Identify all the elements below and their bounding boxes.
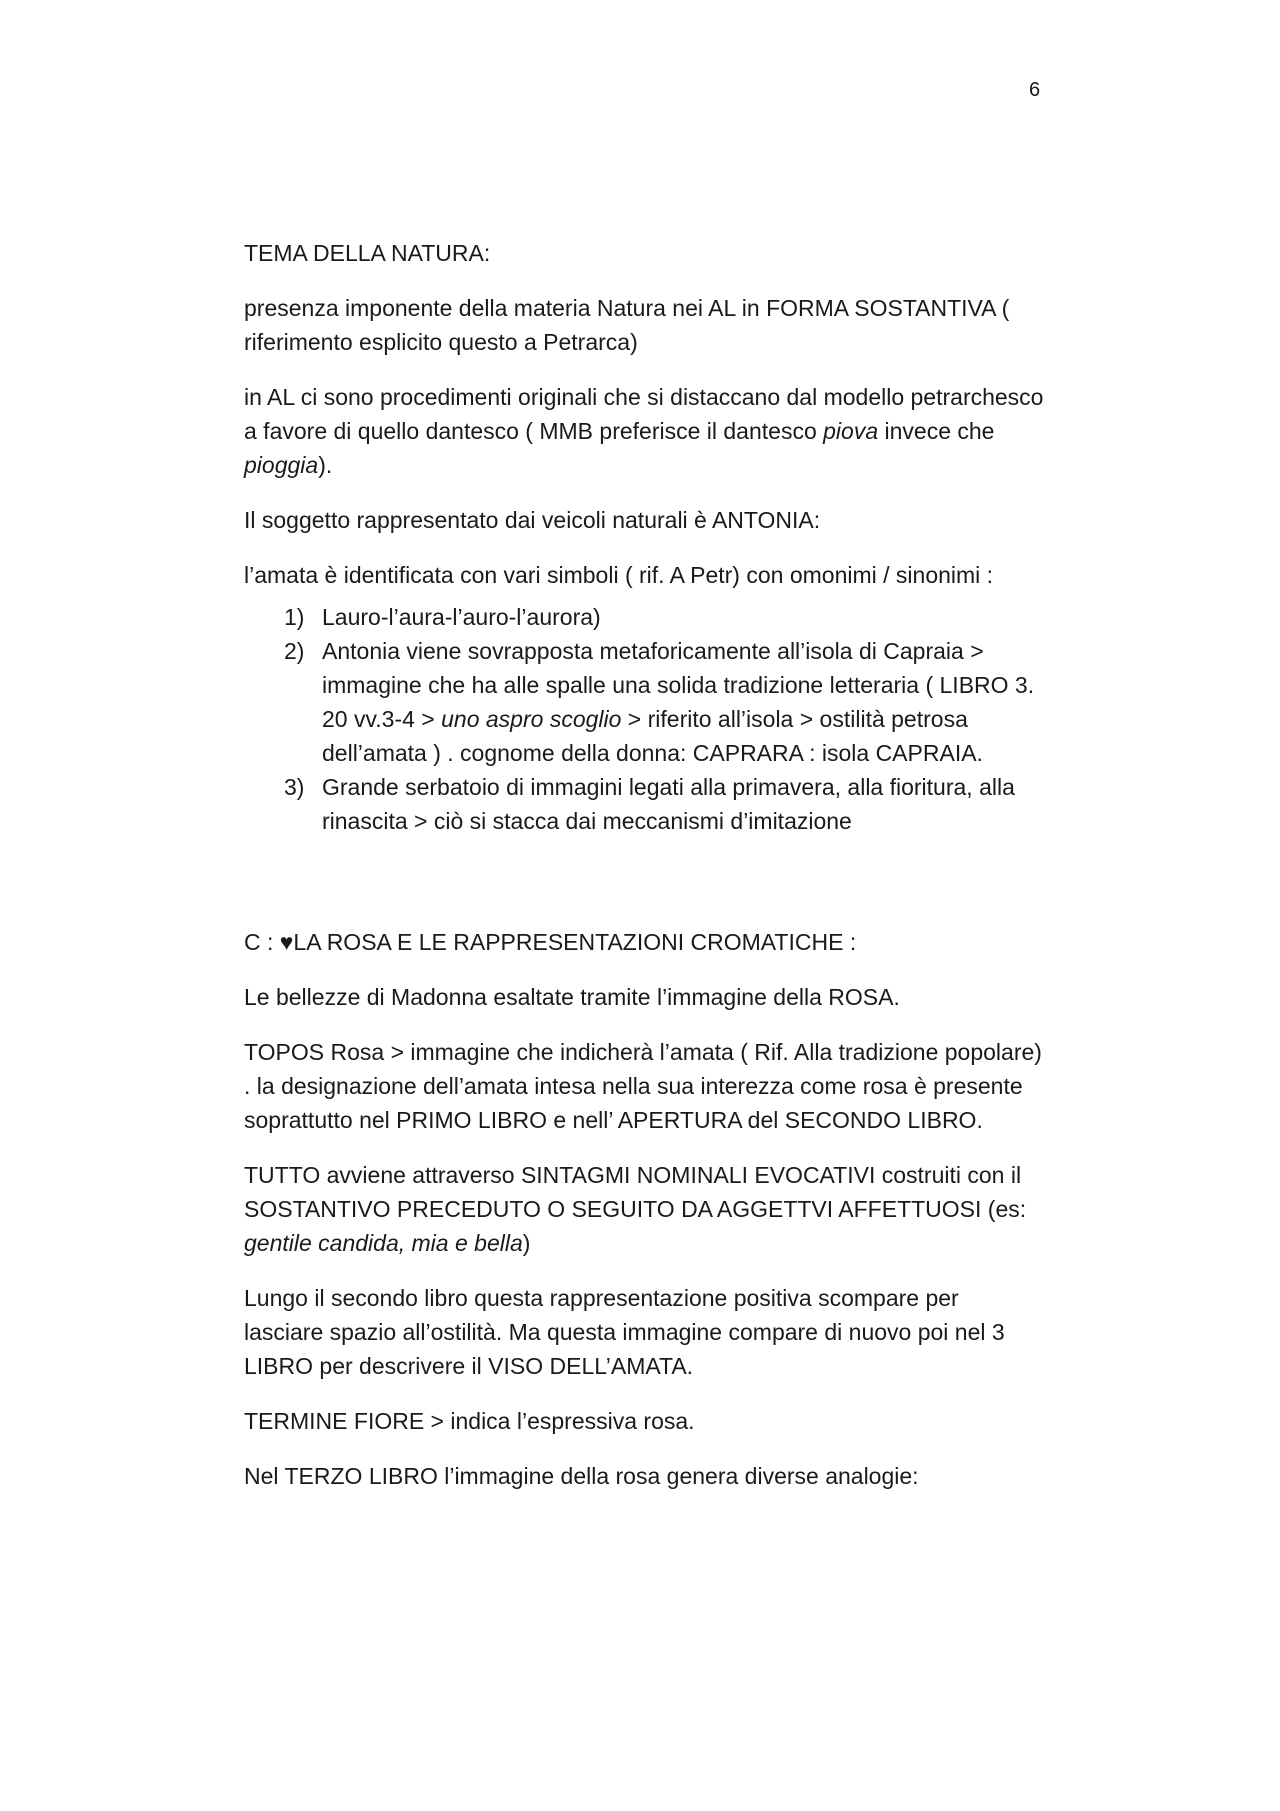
section-heading-natura: TEMA DELLA NATURA: (244, 240, 491, 266)
list-number: 3) (284, 774, 305, 800)
paragraph-bellezze: Le bellezze di Madonna esaltate tramite l’immagine della ROSA. (244, 984, 900, 1010)
paragraph-topos-rosa: TOPOS Rosa > immagine che indicherà l’amata ( Rif. Alla tradizione popolare) . la designazione dell’amata intesa nella sua interezza come rosa è presente soprattutto nel PRIMO LIBRO e nell’ APERTURA del SECONDO LIBRO. (244, 1039, 1042, 1133)
italic-term-piova: piova (823, 418, 879, 444)
text-run: ) (522, 1230, 531, 1256)
paragraph-soggetto: Il soggetto rappresentato dai veicoli naturali è ANTONIA: (244, 507, 821, 533)
section-heading-rosa: C : ♥LA ROSA E LE RAPPRESENTAZIONI CROMATICHE : (244, 929, 857, 955)
list-item-text: Lauro-l’aura-l’auro-l’aurora) (322, 604, 601, 630)
text-run: Antonia viene sovrapposta metaforicamente all’isola di Capraia > immagine che ha alle spalle una solida tradizione letteraria ( LIBRO 3. 20 vv.3-4 > (322, 638, 1035, 732)
numbered-list-simboli (244, 600, 1044, 838)
paragraph-natura-presenza: presenza imponente della materia Natura nei AL in FORMA SOSTANTIVA ( riferimento esplicito questo a Petrarca) (244, 295, 1010, 355)
list-number: 1) (284, 604, 305, 630)
page-number: 6 (1029, 79, 1041, 101)
italic-quote-scoglio: uno aspro scoglio (441, 706, 622, 732)
italic-term-pioggia: pioggia (244, 452, 319, 478)
list-number: 2) (284, 638, 305, 664)
text-run: TUTTO avviene attraverso SINTAGMI NOMINALI EVOCATIVI costruiti con il SOSTANTIVO PRECEDUTO O SEGUITO DA AGGETTVI AFFETTUOSI (es: (244, 1162, 1027, 1222)
list-item (244, 770, 1044, 838)
paragraph-sintagmi (244, 1158, 1044, 1260)
document-body (244, 236, 1044, 1514)
list-item (244, 600, 1044, 634)
text-run: invece che (878, 418, 995, 444)
paragraph-amata-simboli: l’amata è identificata con vari simboli ( rif. A Petr) con omonimi / sinonimi : (244, 562, 994, 588)
text-run: in AL ci sono procedimenti originali che si distaccano dal modello petrarchesco a favore di quello dantesco ( MMB preferisce il dantesco (244, 384, 1044, 444)
text-run: ). (318, 452, 333, 478)
list-item-text: Grande serbatoio di immagini legati alla primavera, alla fioritura, alla rinascita > ciò si stacca dai meccanismi d’imitazione (322, 774, 1015, 834)
text-run: > riferito all’isola > ostilità petrosa dell’amata ) . cognome della donna: CAPRARA : isola CAPRAIA. (322, 706, 983, 766)
paragraph-procedimenti (244, 380, 1044, 482)
paragraph-termine-fiore: TERMINE FIORE > indica l’espressiva rosa. (244, 1408, 695, 1434)
paragraph-secondo-libro: Lungo il secondo libro questa rappresentazione positiva scompare per lasciare spazio all’ostilità. Ma questa immagine compare di nuovo poi nel 3 LIBRO per descrivere il VISO DELL’AMATA. (244, 1285, 1005, 1379)
list-item (244, 634, 1044, 770)
paragraph-terzo-libro: Nel TERZO LIBRO l’immagine della rosa genera diverse analogie: (244, 1463, 919, 1489)
italic-example: gentile candida, mia e bella (244, 1230, 523, 1256)
